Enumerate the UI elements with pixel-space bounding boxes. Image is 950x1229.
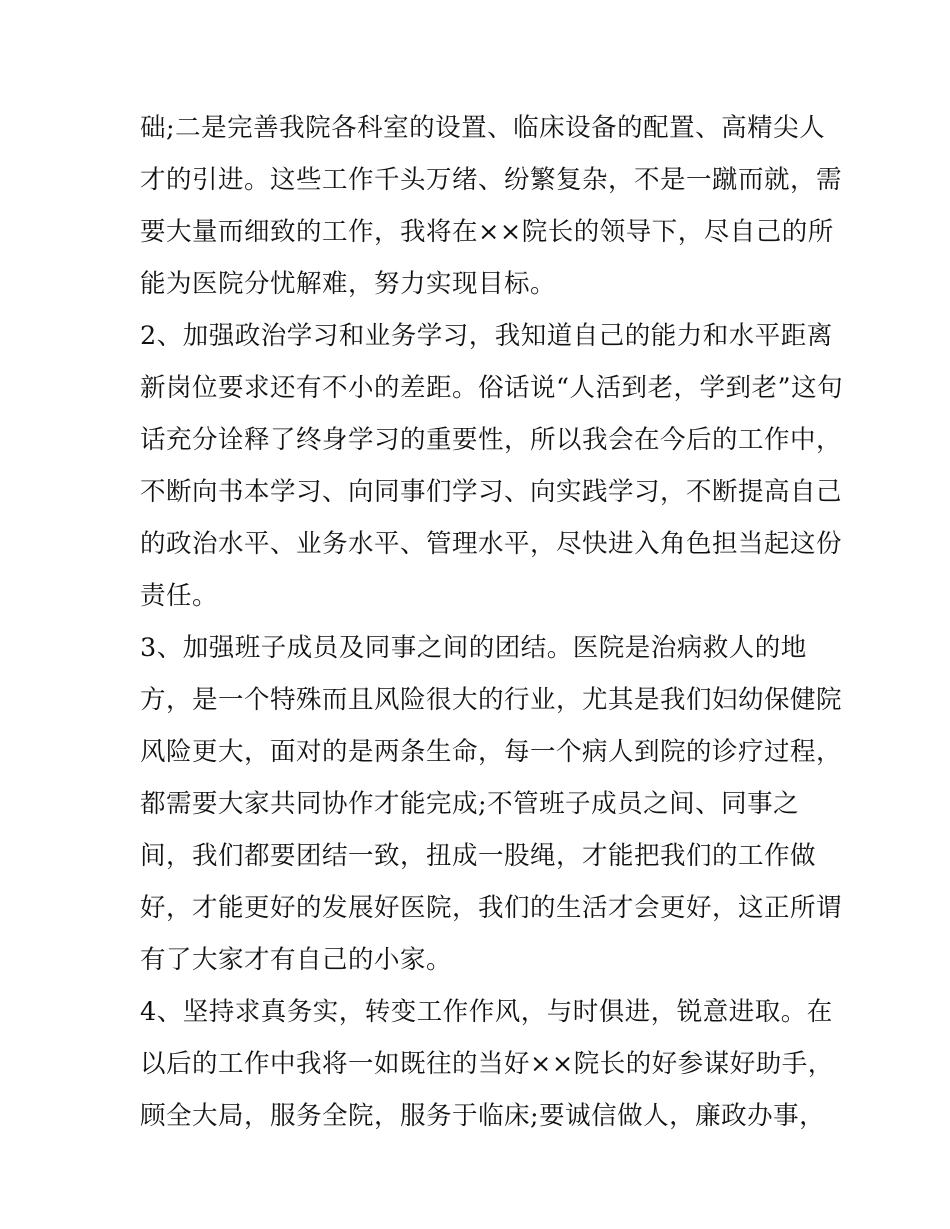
text-line: 4、坚持求真务实，转变工作作风，与时俱进，锐意进取。在	[140, 997, 833, 1027]
text-line: 才的引进。这些工作千头万绪、纷繁复杂，不是一蹴而就，需	[140, 165, 843, 195]
text-line: 础;二是完善我院各科室的设置、临床设备的配置、高精尖人	[140, 113, 826, 143]
text-line: 2、加强政治学习和业务学习，我知道自己的能力和水平距离	[140, 321, 833, 351]
text-line: 有了大家才有自己的小家。	[140, 945, 453, 975]
text-line: 要大量而细致的工作，我将在××院长的领导下，尽自己的所	[140, 217, 834, 247]
text-line: 话充分诠释了终身学习的重要性，所以我会在今后的工作中，	[140, 425, 843, 455]
text-line: 3、加强班子成员及同事之间的团结。医院是治病救人的地	[140, 633, 807, 663]
text-line: 间，我们都要团结一致，扭成一股绳，才能把我们的工作做	[140, 841, 817, 871]
text-line: 方，是一个特殊而且风险很大的行业，尤其是我们妇幼保健院	[140, 685, 843, 715]
text-line: 都需要大家共同协作才能完成;不管班子成员之间、同事之	[140, 789, 800, 819]
text-line: 新岗位要求还有不小的差距。俗话说“人活到老，学到老”这句	[140, 373, 844, 403]
text-line: 风险更大，面对的是两条生命，每一个病人到院的诊疗过程，	[140, 737, 843, 767]
text-line: 好，才能更好的发展好医院，我们的生活才会更好，这正所谓	[140, 893, 843, 923]
text-line: 顾全大局，服务全院，服务于临床;要诚信做人，廉政办事，	[140, 1101, 826, 1131]
text-line: 不断向书本学习、向同事们学习、向实践学习，不断提高自己	[140, 477, 843, 507]
text-line: 的政治水平、业务水平、管理水平，尽快进入角色担当起这份	[140, 529, 843, 559]
text-line: 能为医院分忧解难，努力实现目标。	[140, 269, 557, 299]
text-line: 以后的工作中我将一如既往的当好××院长的好参谋好助手，	[140, 1049, 834, 1079]
text-line: 责任。	[140, 581, 219, 611]
